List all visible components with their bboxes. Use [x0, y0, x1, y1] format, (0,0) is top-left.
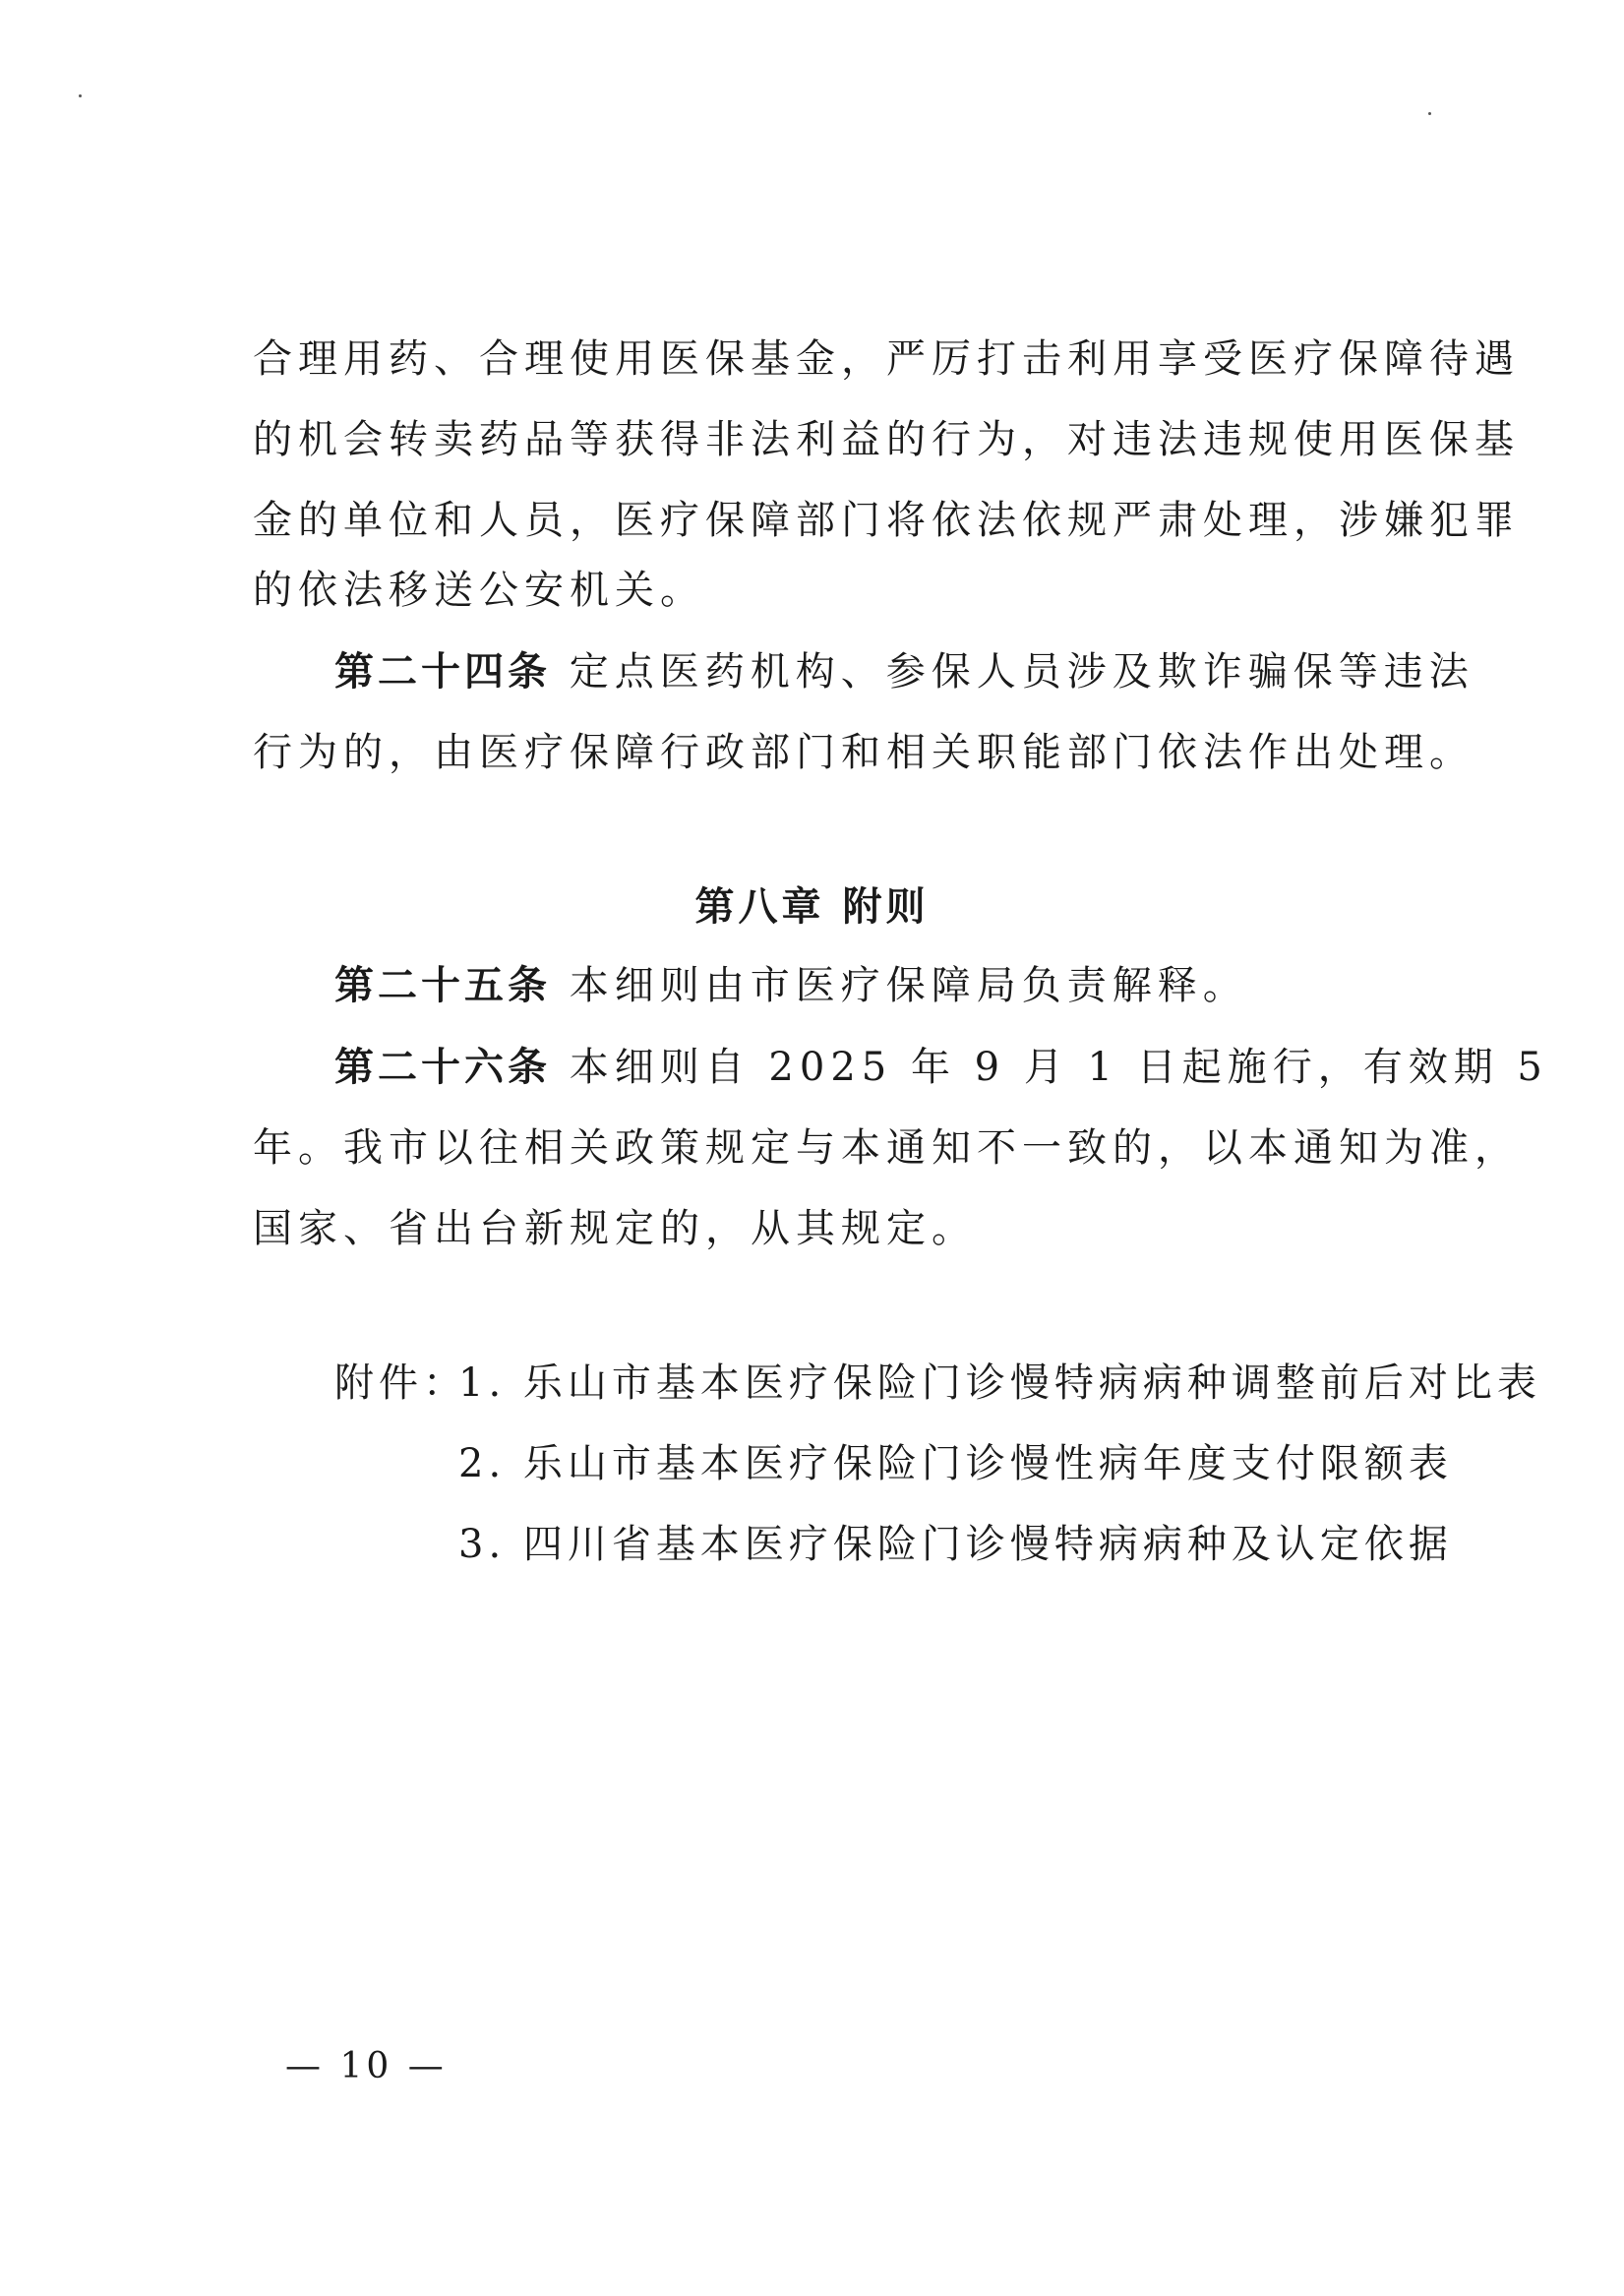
article-24-label: 第二十四条 — [334, 649, 551, 695]
paragraph-line: 金的单位和人员，医疗保障部门将依法依规严肃处理，涉嫌犯罪 — [253, 498, 1520, 543]
page-number: — 10 — — [285, 2046, 448, 2086]
article-25-line — [334, 963, 1248, 1008]
article-25-text: 本细则由市医疗保障局负责解释。 — [569, 963, 1248, 1008]
attachment-item: 3. 四川省基本医疗保险门诊慢特病病种及认定依据 — [458, 1522, 1453, 1567]
article-26-line: 国家、省出台新规定的，从其规定。 — [253, 1206, 977, 1251]
scan-speck — [1428, 112, 1431, 115]
article-26-label: 第二十六条 — [334, 1045, 551, 1090]
paragraph-line: 合理用药、合理使用医保基金，严厉打击利用享受医疗保障待遇 — [253, 336, 1520, 382]
attachment-item: 2. 乐山市基本医疗保险门诊慢性病年度支付限额表 — [458, 1441, 1453, 1486]
article-25-label: 第二十五条 — [334, 963, 551, 1008]
scan-speck — [79, 94, 82, 97]
article-26-line — [334, 1045, 1548, 1090]
article-26-text: 本细则自 2025 年 9 月 1 日起施行，有效期 5 — [569, 1045, 1548, 1090]
article-24-line: 行为的，由医疗保障行政部门和相关职能部门依法作出处理。 — [253, 730, 1474, 775]
article-24-text: 定点医药机构、参保人员涉及欺诈骗保等违法 — [569, 649, 1474, 695]
article-26-line: 年。我市以往相关政策规定与本通知不一致的，以本通知为准， — [253, 1125, 1520, 1171]
chapter-heading: 第八章 附则 — [694, 884, 930, 930]
paragraph-line: 的机会转卖药品等获得非法利益的行为，对违法违规使用医保基 — [253, 417, 1520, 462]
attachment-item: 1. 乐山市基本医疗保险门诊慢特病病种调整前后对比表 — [458, 1360, 1541, 1406]
paragraph-line: 的依法移送公安机关。 — [253, 568, 705, 613]
article-24-line — [334, 649, 1474, 695]
attachments-label: 附件： — [334, 1360, 467, 1406]
